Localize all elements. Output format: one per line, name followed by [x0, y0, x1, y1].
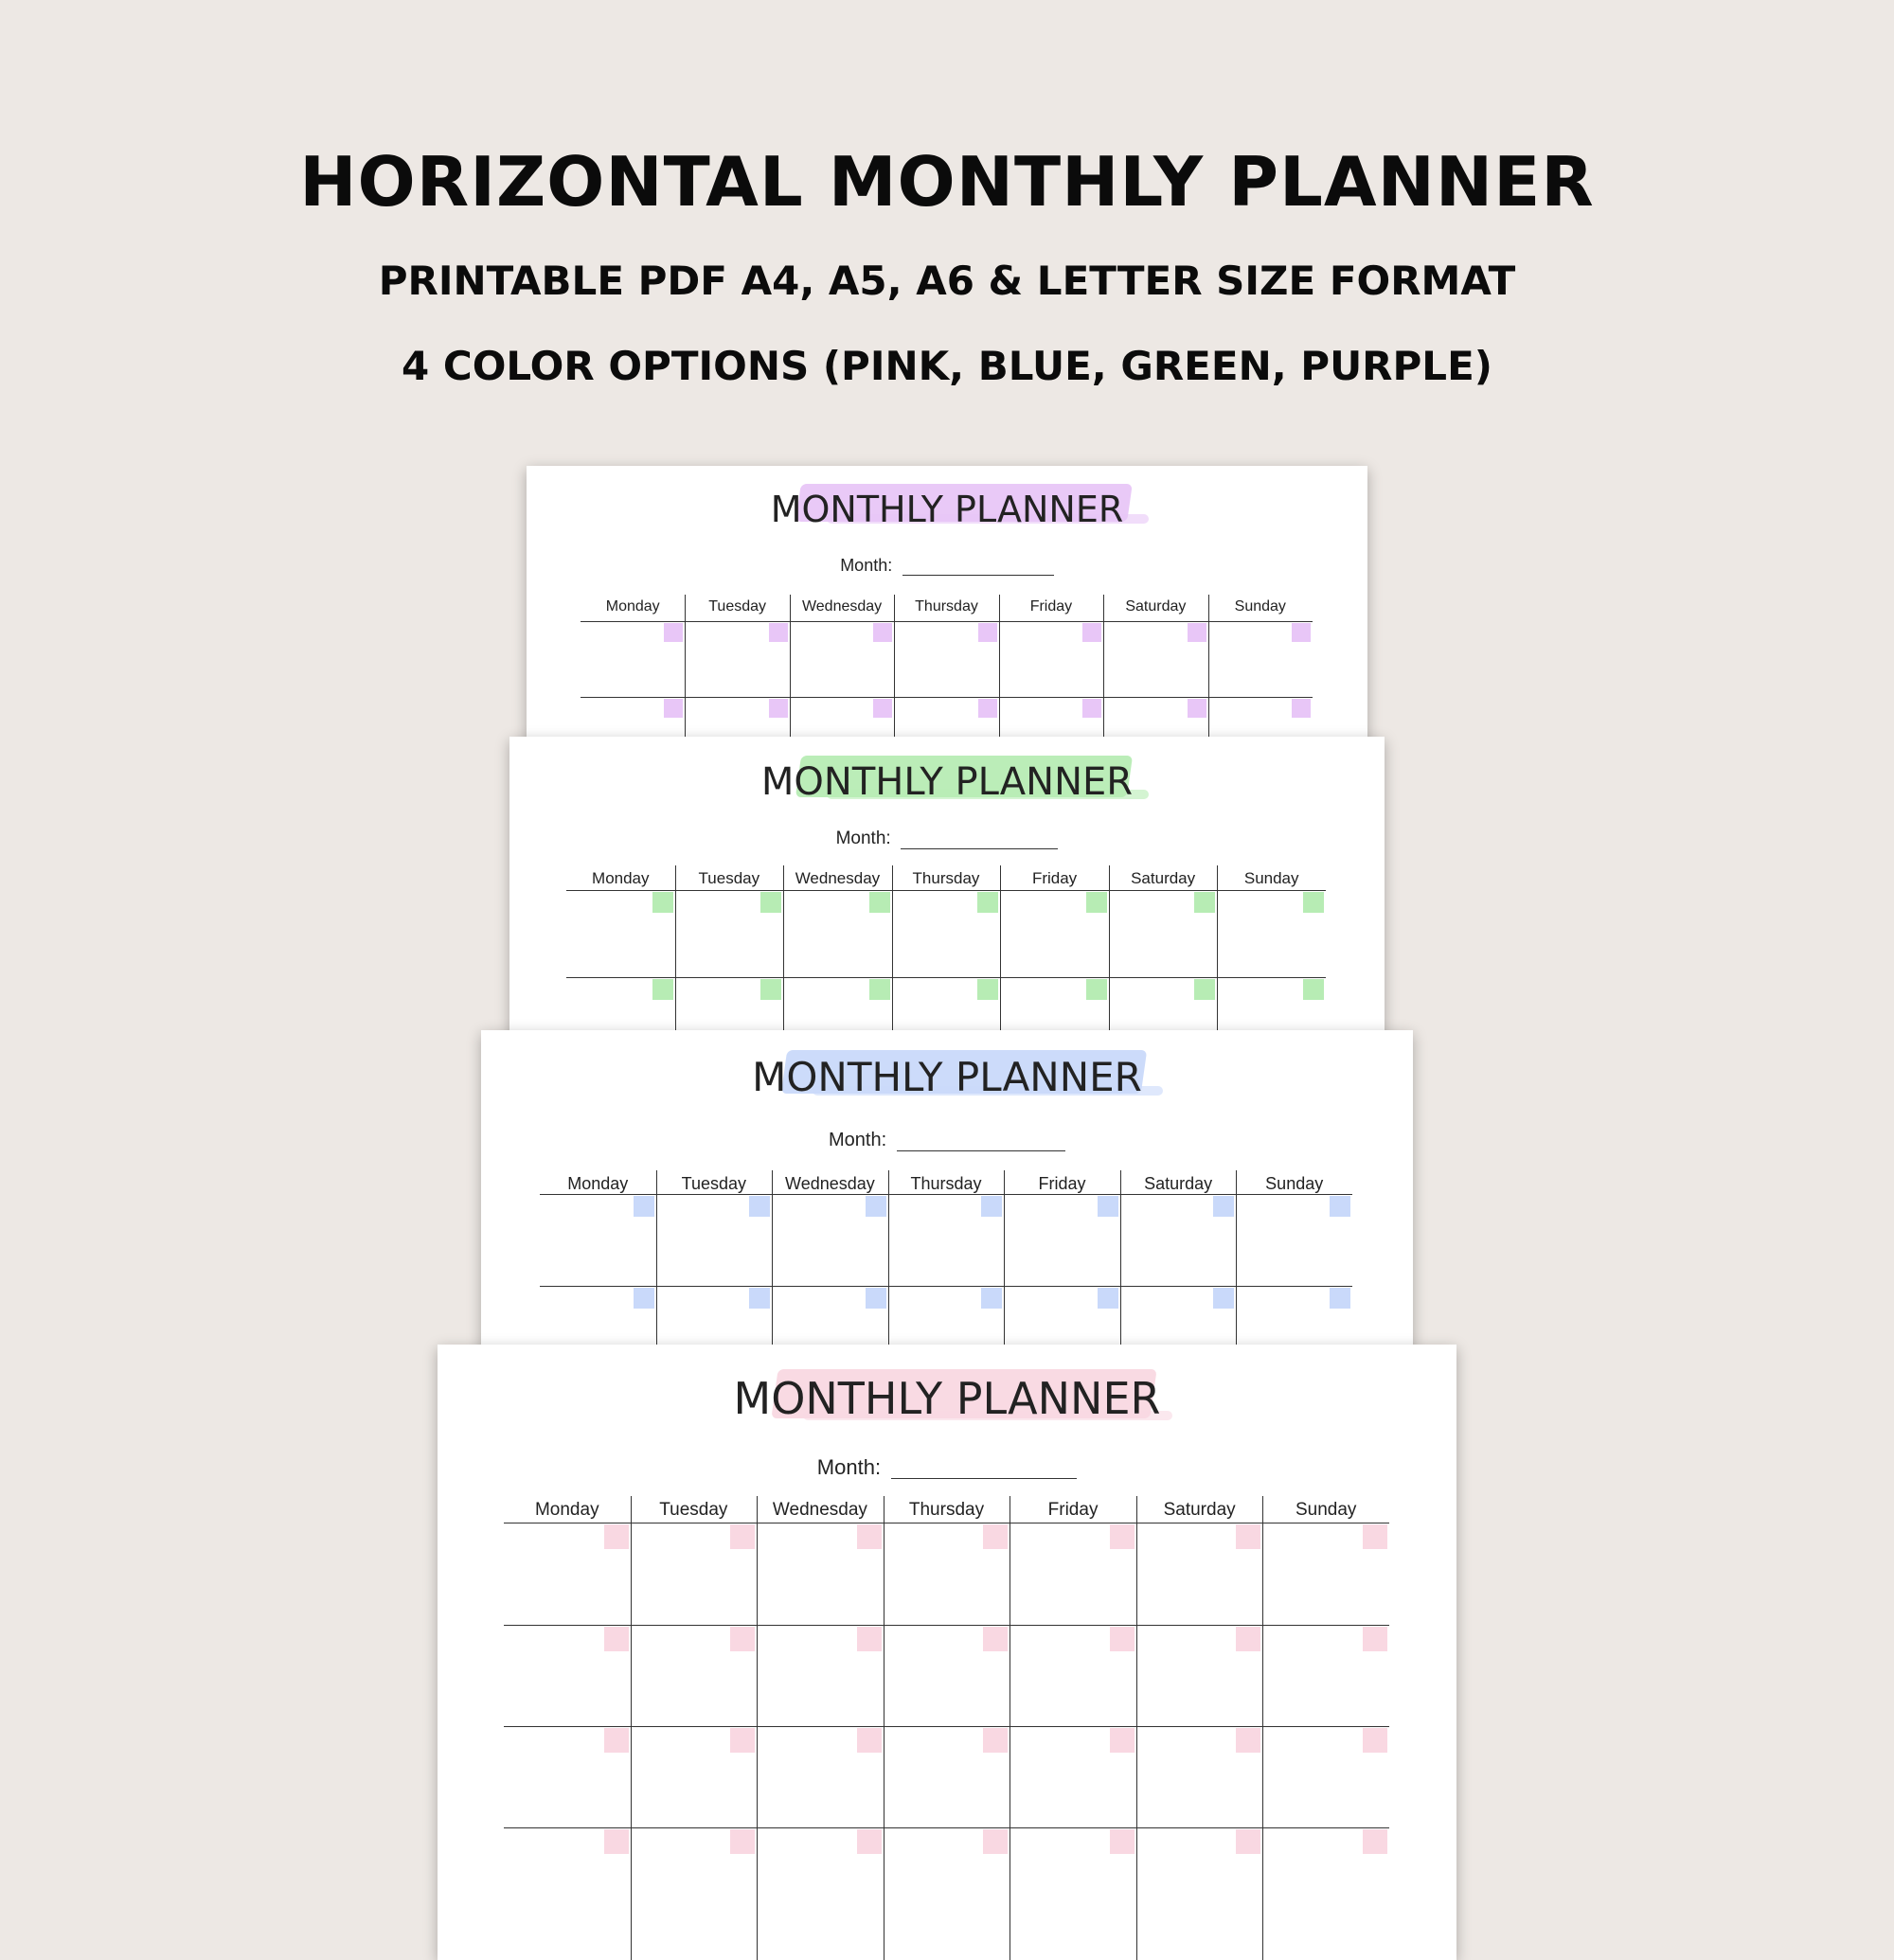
day-cell[interactable] [1136, 1726, 1263, 1827]
day-cell[interactable] [1010, 1726, 1136, 1827]
day-cell[interactable] [631, 1726, 758, 1827]
day-header-friday: Friday [1047, 1500, 1099, 1520]
day-cell[interactable] [757, 1625, 884, 1726]
day-cell[interactable] [631, 1523, 758, 1624]
day-header-saturday: Saturday [1125, 598, 1187, 615]
day-cell[interactable] [1120, 1286, 1237, 1352]
day-cell[interactable] [1010, 1625, 1136, 1726]
day-cell[interactable] [1208, 621, 1313, 706]
formats-subtitle: PRINTABLE PDF A4, A5, A6 & LETTER SIZE FORMAT [378, 258, 1516, 304]
day-header-tuesday: Tuesday [659, 1500, 728, 1520]
day-header-monday: Monday [567, 1174, 629, 1193]
month-write-line[interactable] [897, 1150, 1065, 1151]
day-cell[interactable] [1004, 1286, 1120, 1352]
planner-sheet-pink [438, 1345, 1456, 1960]
day-cell[interactable] [1120, 1194, 1237, 1286]
day-cell[interactable] [631, 1827, 758, 1929]
day-header-saturday: Saturday [1163, 1500, 1236, 1520]
day-cell[interactable] [888, 1194, 1005, 1286]
planner-title: MONTHLY PLANNER [752, 1054, 1142, 1100]
day-header-friday: Friday [1038, 1174, 1086, 1193]
day-cell[interactable] [884, 1726, 1010, 1827]
day-cell[interactable] [566, 890, 675, 977]
day-header-sunday: Sunday [1295, 1500, 1357, 1520]
day-cell[interactable] [540, 1286, 656, 1352]
day-cell[interactable] [540, 1194, 656, 1286]
day-cell[interactable] [631, 1625, 758, 1726]
day-cell[interactable] [504, 1523, 631, 1624]
day-cell[interactable] [1004, 1194, 1120, 1286]
day-header-thursday: Thursday [910, 1174, 982, 1193]
day-cell[interactable] [884, 1827, 1010, 1929]
day-cell[interactable] [1010, 1523, 1136, 1624]
day-cell[interactable] [1236, 1286, 1352, 1352]
day-cell[interactable] [1000, 890, 1109, 977]
day-header-monday: Monday [534, 1500, 599, 1520]
day-header-wednesday: Wednesday [772, 1500, 867, 1520]
day-cell[interactable] [892, 890, 1001, 977]
day-cell[interactable] [1136, 1523, 1263, 1624]
day-header-tuesday: Tuesday [708, 598, 767, 615]
day-cell[interactable] [1136, 1827, 1263, 1929]
day-cell[interactable] [757, 1827, 884, 1929]
day-header-thursday: Thursday [915, 598, 978, 615]
day-cell[interactable] [1217, 890, 1326, 977]
day-cell[interactable] [757, 1523, 884, 1624]
day-cell[interactable] [790, 621, 894, 706]
color-options-subtitle: 4 COLOR OPTIONS (PINK, BLUE, GREEN, PURPLE) [402, 343, 1492, 389]
month-label: Month: [835, 829, 891, 848]
day-cell[interactable] [772, 1194, 888, 1286]
day-header-wednesday: Wednesday [795, 869, 881, 887]
day-cell[interactable] [1236, 1194, 1352, 1286]
day-header-friday: Friday [1031, 869, 1078, 887]
day-cell[interactable] [1136, 1625, 1263, 1726]
day-cell[interactable] [783, 890, 892, 977]
planner-title: MONTHLY PLANNER [770, 489, 1124, 530]
day-cell[interactable] [656, 1286, 773, 1352]
day-cell[interactable] [1109, 890, 1218, 977]
month-write-line[interactable] [891, 1478, 1077, 1479]
day-header-sunday: Sunday [1234, 598, 1286, 615]
day-cell[interactable] [581, 621, 685, 706]
day-header-thursday: Thursday [912, 869, 980, 887]
day-cell[interactable] [1262, 1625, 1389, 1726]
month-label: Month: [829, 1130, 887, 1150]
day-cell[interactable] [1103, 621, 1207, 706]
day-header-thursday: Thursday [908, 1500, 985, 1520]
day-cell[interactable] [1010, 1827, 1136, 1929]
day-header-wednesday: Wednesday [785, 1174, 875, 1193]
planner-sheet-green [509, 737, 1385, 1049]
day-cell[interactable] [1262, 1827, 1389, 1929]
month-label: Month: [816, 1455, 882, 1479]
day-header-monday: Monday [592, 869, 650, 887]
day-cell[interactable] [504, 1827, 631, 1929]
day-cell[interactable] [999, 621, 1103, 706]
day-cell[interactable] [685, 621, 789, 706]
day-header-sunday: Sunday [1265, 1174, 1324, 1193]
month-write-line[interactable] [902, 575, 1054, 576]
day-cell[interactable] [888, 1286, 1005, 1352]
day-header-saturday: Saturday [1131, 869, 1196, 887]
day-cell[interactable] [884, 1625, 1010, 1726]
day-cell[interactable] [504, 1625, 631, 1726]
month-label: Month: [840, 556, 893, 575]
planner-title: MONTHLY PLANNER [733, 1373, 1161, 1424]
day-cell[interactable] [757, 1726, 884, 1827]
day-cell[interactable] [894, 621, 998, 706]
day-cell[interactable] [772, 1286, 888, 1352]
day-header-tuesday: Tuesday [698, 869, 760, 887]
day-header-sunday: Sunday [1243, 869, 1299, 887]
day-cell[interactable] [675, 890, 784, 977]
day-header-saturday: Saturday [1144, 1174, 1213, 1193]
planner-title: MONTHLY PLANNER [760, 760, 1134, 804]
day-header-friday: Friday [1029, 598, 1073, 615]
day-cell[interactable] [1262, 1726, 1389, 1827]
month-write-line[interactable] [901, 848, 1058, 849]
day-header-monday: Monday [605, 598, 660, 615]
page-headline: HORIZONTAL MONTHLY PLANNER [299, 142, 1595, 222]
day-cell[interactable] [884, 1523, 1010, 1624]
day-header-wednesday: Wednesday [801, 598, 883, 615]
planner-sheet-blue [481, 1030, 1413, 1352]
day-cell[interactable] [1262, 1523, 1389, 1624]
day-cell[interactable] [504, 1726, 631, 1827]
day-cell[interactable] [656, 1194, 773, 1286]
day-header-tuesday: Tuesday [681, 1174, 747, 1193]
